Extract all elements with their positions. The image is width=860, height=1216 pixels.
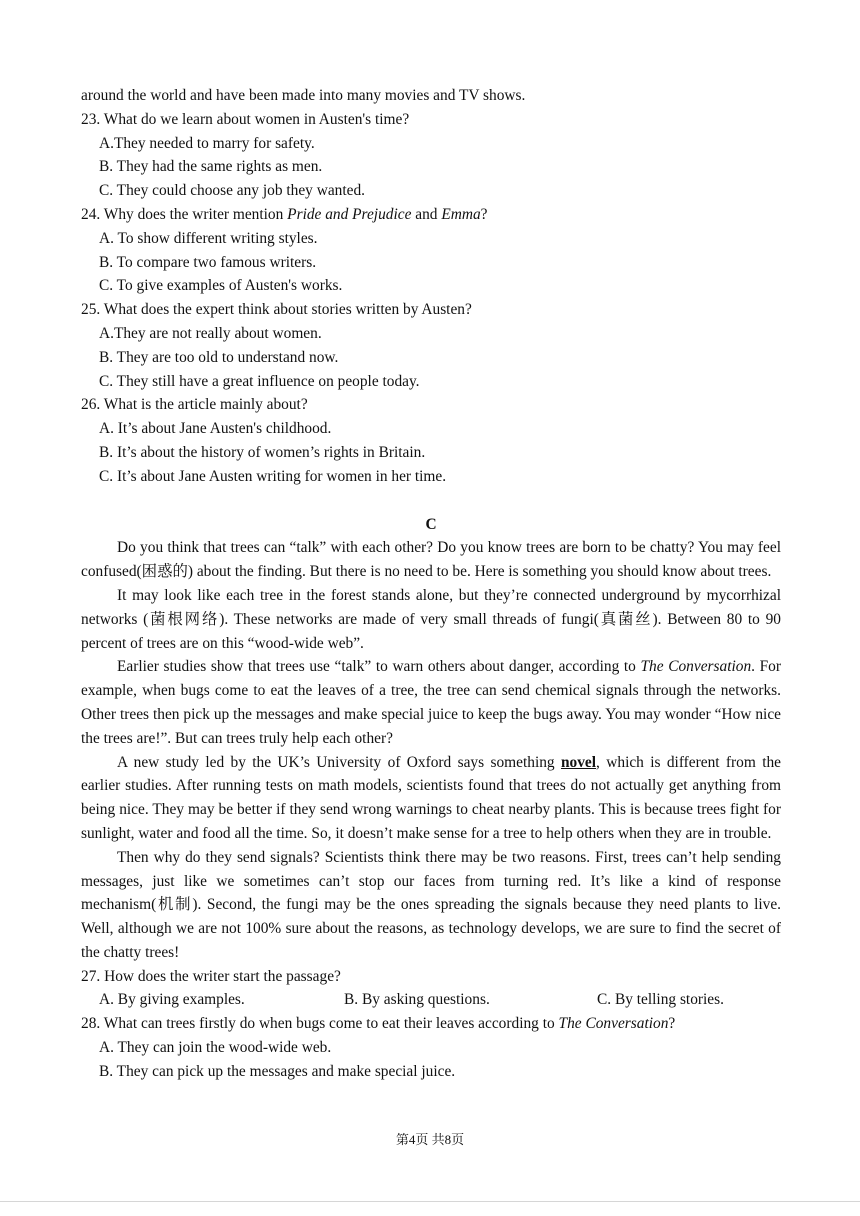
question-23-option-c: C. They could choose any job they wanted. — [99, 182, 365, 200]
question-27-options — [81, 988, 781, 1012]
question-27 — [81, 965, 781, 1013]
question-24 — [81, 203, 781, 298]
question-28-option-b: B. They can pick up the messages and make special juice. — [99, 1062, 456, 1080]
section-c-paragraph-5: Then why do they send signals? Scientists think there may be two reasons. First, trees can’t help sending messages, just like we sometimes can’t stop our faces from turning red. It’s like a kind of response mechanism(机制). Second, the fungi may be the ones spreading the signals because they need plants to live. Well, although we are not 100% sure about the reasons, as technology develops, we are sure to find the secret of the chatty trees! — [81, 848, 781, 961]
question-28 — [81, 1012, 781, 1083]
question-25-option-b: B. They are too old to understand now. — [99, 348, 339, 366]
question-23 — [81, 108, 781, 203]
question-24-option-a: A. To show different writing styles. — [99, 229, 318, 247]
question-24-stem-and: and — [411, 205, 442, 223]
question-27-option-c: C. By telling stories. — [597, 991, 724, 1009]
question-26-option-a: A. It’s about Jane Austen's childhood. — [99, 420, 332, 438]
question-23-stem: 23. What do we learn about women in Austen's time? — [81, 110, 410, 128]
question-27-option-a: A. By giving examples. — [99, 991, 245, 1009]
paragraph-4-rest: , which is different from the earlier studies. After running tests on math models, scientists found that trees do not actually get anything from being nice. They may be better if they send wrong warnings to cheat nearby plants. This is because trees fight for sunlight, water and food all the time. So, it doesn’t make sense for a tree to help others when they are in trouble. — [81, 753, 782, 842]
question-26-option-b: B. It’s about the history of women’s rights in Britain. — [99, 443, 426, 461]
question-28-option-a: A. They can join the wood-wide web. — [99, 1039, 332, 1057]
section-c-paragraph-2: It may look like each tree in the forest stands alone, but they’re connected underground by mycorrhizal networks (菌根网络). These networks are made of very small threads of fungi(真菌丝). Between 80 to 90 percent of trees are on this “wood-wide web”. — [81, 586, 781, 652]
question-26-option-c: C. It’s about Jane Austen writing for women in her time. — [99, 467, 447, 485]
book-title-pride-and-prejudice: Pride and Prejudice — [287, 205, 412, 223]
question-24-option-c: C. To give examples of Austen's works. — [99, 277, 343, 295]
underlined-word-novel: novel — [560, 753, 597, 771]
question-24-stem-start: 24. Why does the writer mention — [81, 205, 288, 223]
question-27-stem: 27. How does the writer start the passage? — [81, 967, 341, 985]
section-c-paragraph-1: Do you think that trees can “talk” with each other? Do you know trees are born to be chatty? You may feel confused(困惑的) about the finding. But there is no need to be. Here is something you should know about trees. — [81, 539, 781, 581]
passage-b-ending: around the world and have been made into many movies and TV shows. — [81, 87, 526, 104]
question-28-stem-start: 28. What can trees firstly do when bugs come to eat their leaves according to — [81, 1015, 559, 1033]
question-25 — [81, 298, 781, 393]
question-27-option-b: B. By asking questions. — [344, 991, 490, 1009]
section-c-paragraph-3 — [81, 655, 781, 750]
section-c-heading: C — [425, 515, 437, 533]
question-25-option-c: C. They still have a great influence on people today. — [99, 372, 420, 390]
question-23-option-a: A.They needed to marry for safety. — [99, 134, 315, 152]
source-title-the-conversation: The Conversation — [640, 658, 752, 676]
question-23-option-b: B. They had the same rights as men. — [99, 158, 323, 176]
book-title-emma: Emma — [441, 205, 481, 223]
page-bottom-divider — [0, 1201, 860, 1202]
paragraph-3-rest: . For example, when bugs come to eat the leaves of a tree, the tree can send chemical signals through the networks. Other trees then pick up the messages and make special juice to keep the bugs away. You may wonder “How nice the trees are!”. But can trees truly help each other? — [81, 658, 782, 747]
question-24-option-b: B. To compare two famous writers. — [99, 253, 317, 271]
section-c — [81, 513, 781, 965]
paragraph-3-start: Earlier studies show that trees use “talk” to warn others about danger, according to — [117, 658, 641, 676]
question-26 — [81, 393, 781, 488]
question-26-stem: 26. What is the article mainly about? — [81, 396, 308, 414]
question-24-stem-end: ? — [480, 205, 488, 223]
section-gap — [81, 489, 781, 513]
question-28-source-title: The Conversation — [558, 1015, 669, 1033]
question-28-stem-end: ? — [668, 1015, 676, 1033]
page-number-footer: 第4页 共8页 — [395, 1132, 465, 1147]
page-content — [81, 84, 781, 1084]
question-24-stem — [81, 203, 781, 227]
paragraph-4-start: A new study led by the UK’s University of Oxford says something — [117, 753, 561, 771]
question-28-stem — [81, 1012, 781, 1036]
section-c-paragraph-4 — [81, 751, 781, 846]
question-25-option-a: A.They are not really about women. — [99, 324, 322, 342]
question-25-stem: 25. What does the expert think about stories written by Austen? — [81, 301, 472, 319]
